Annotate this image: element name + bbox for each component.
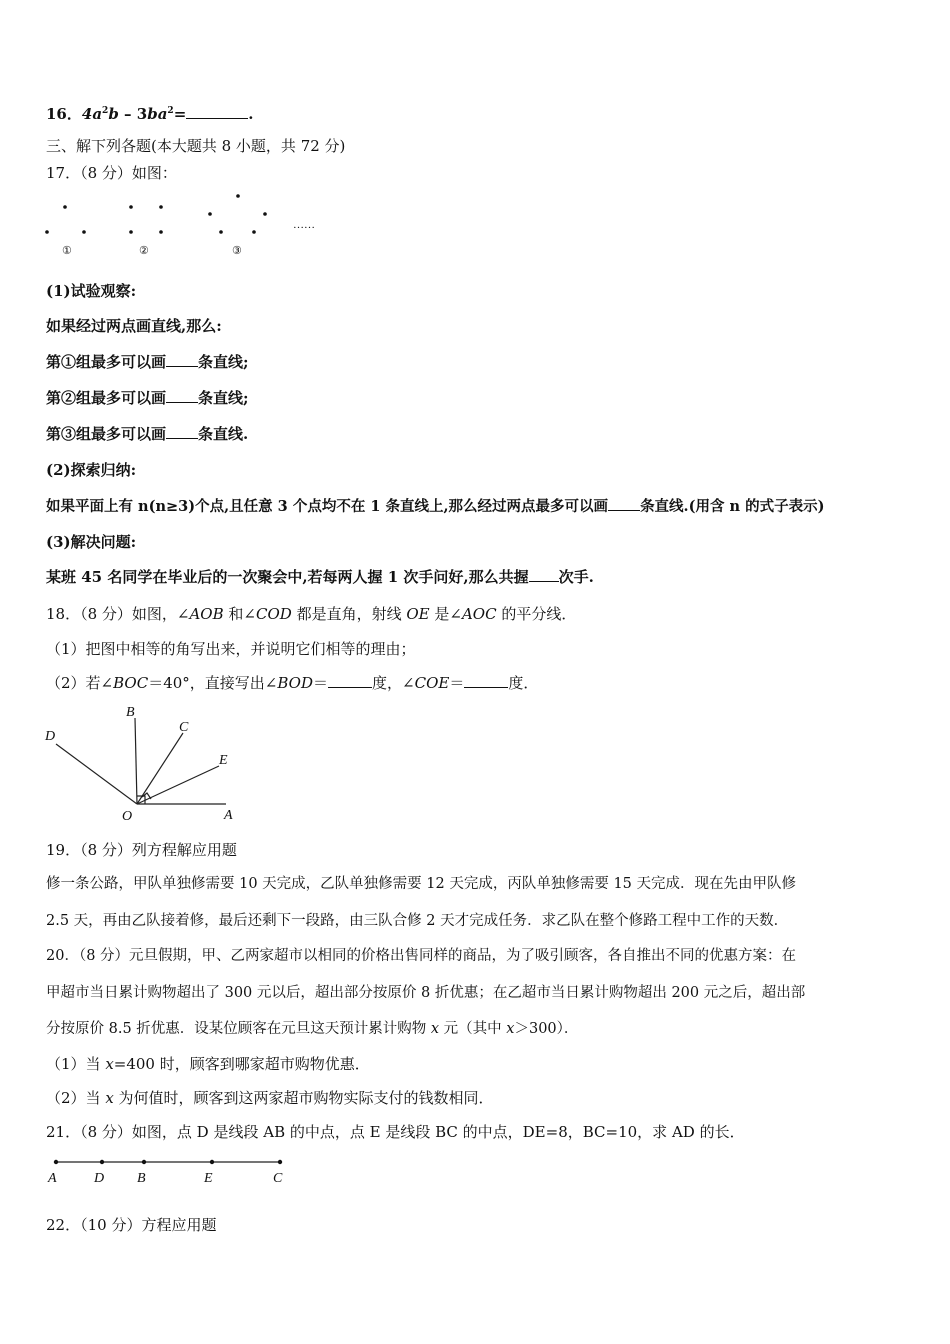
ray-OD (56, 744, 137, 804)
point-D (100, 1160, 104, 1164)
point (263, 212, 267, 216)
label-D: D (45, 729, 56, 744)
question-22-heading: 22．（10 分）方程应用题 (46, 1216, 217, 1234)
q20-line2: 甲超市当日累计购物超出了 300 元以后，超出部分按原价 8 折优惠；在乙超市当日累计购物超出 200 元之后，超出部 (46, 985, 806, 1001)
answer-blank[interactable] (464, 673, 508, 688)
q20-line1: 20．（8 分）元旦假期，甲、乙两家超市以相同的价格出售同样的商品，为了吸引顾客，各自推出不同的优惠方案：在 (46, 948, 797, 964)
q20-line3: 分按原价 8.5 折优惠．设某位顾客在元旦这天预计累计购物 x 元（其中 x＞300）． (46, 1021, 579, 1037)
q17-line-group3: 第③组最多可以画 条直线. (46, 425, 249, 443)
answer-blank[interactable] (529, 567, 559, 582)
label-B: B (126, 705, 135, 720)
answer-blank[interactable] (328, 673, 372, 688)
q17-part3-title: (3)解决问题: (46, 533, 137, 551)
answer-blank[interactable] (166, 388, 198, 403)
label-O: O (122, 809, 133, 824)
answer-blank[interactable] (166, 352, 198, 367)
label-C: C (273, 1171, 283, 1186)
point (63, 205, 67, 209)
question-17-heading: 17．（8 分）如图： (46, 164, 177, 182)
point-B (142, 1160, 146, 1164)
label-D: D (94, 1171, 105, 1186)
point (252, 230, 256, 234)
point (159, 205, 163, 209)
label-A: A (48, 1171, 57, 1186)
q17-point-groups-figure (40, 188, 340, 260)
q17-line-group2: 第②组最多可以画 条直线; (46, 389, 249, 407)
q19-line2: 2.5 天，再由乙队接着修，最后还剩下一段路，由三队合修 2 天才完成任务．求乙队在整个修路工程中工作的天数． (46, 913, 789, 929)
point (82, 230, 86, 234)
group-label-1: ① (62, 245, 72, 257)
group-label-2: ② (139, 245, 149, 257)
q21-segment-figure (40, 1150, 300, 1190)
q19-line1: 修一条公路，甲队单独修需要 10 天完成，乙队单独修需要 12 天完成，丙队单独修需要 15 天完成．现在先由甲队修 (46, 876, 797, 892)
ellipsis: …… (293, 219, 315, 231)
ray-OB (135, 718, 137, 804)
point (236, 194, 240, 198)
q17-part3-text: 某班 45 名同学在毕业后的一次聚会中,若每两人握 1 次手问好,那么共握 次手. (46, 568, 594, 586)
point (208, 212, 212, 216)
question-18-heading: 18．（8 分）如图，∠AOB 和∠COD 都是直角，射线 OE 是∠AOC 的平分线． (46, 605, 577, 623)
point (129, 205, 133, 209)
label-E: E (219, 753, 228, 768)
q17-part1-title: (1)试验观察: (46, 282, 137, 300)
label-A: A (224, 808, 233, 823)
point (129, 230, 133, 234)
point (45, 230, 49, 234)
label-B: B (137, 1171, 146, 1186)
question-16: 16．$4a^2b - 3ba^2=$ . (46, 105, 254, 123)
group-label-3: ③ (232, 245, 242, 257)
label-C: C (179, 720, 189, 735)
question-21: 21．（8 分）如图，点 D 是线段 AB 的中点，点 E 是线段 BC 的中点，DE=8，BC=10，求 AD 的长． (46, 1123, 745, 1141)
label-E: E (204, 1171, 213, 1186)
q20-sub1: （1）当 x=400 时，顾客到哪家超市购物优惠． (46, 1055, 370, 1073)
q17-part1-intro: 如果经过两点画直线,那么: (46, 317, 222, 335)
answer-blank[interactable] (608, 496, 640, 511)
q18-sub2: （2）若∠BOC＝40°，直接写出∠BOD＝ 度，∠COE＝ 度． (46, 674, 539, 692)
q20-sub2: （2）当 x 为何值时，顾客到这两家超市购物实际支付的钱数相同． (46, 1089, 494, 1107)
section-title: 三、解下列各题(本大题共 8 小题，共 72 分) (46, 137, 346, 155)
question-19-heading: 19．（8 分）列方程解应用题 (46, 841, 237, 859)
q16-number: 16． (46, 105, 82, 123)
q18-sub1: （1）把图中相等的角写出来，并说明它们相等的理由； (46, 640, 416, 658)
q17-line-group1: 第①组最多可以画 条直线; (46, 353, 249, 371)
point-E (210, 1160, 214, 1164)
q17-part2-title: (2)探索归纳: (46, 461, 137, 479)
point-C (278, 1160, 282, 1164)
q18-angle-figure (40, 700, 250, 825)
point (219, 230, 223, 234)
point (159, 230, 163, 234)
point-A (54, 1160, 58, 1164)
answer-blank[interactable] (166, 424, 198, 439)
answer-blank[interactable] (186, 104, 248, 119)
q17-part2-text: 如果平面上有 n(n≥3)个点,且任意 3 个点均不在 1 条直线上,那么经过两点最多可以画 条直线.(用含 n 的式子表示) (46, 498, 825, 515)
